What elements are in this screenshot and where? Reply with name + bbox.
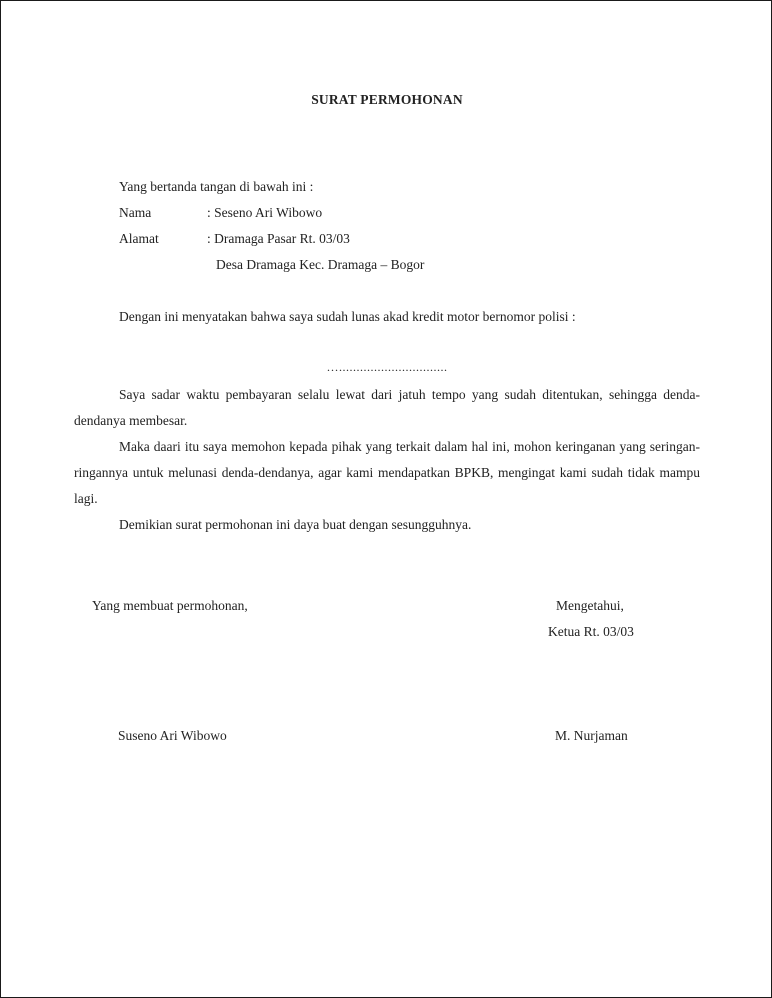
intro-line: Yang bertanda tangan di bawah ini :	[119, 179, 314, 194]
paragraph-payment-late: Saya sadar waktu pembayaran selalu lewat dari jatuh tempo yang sudah ditentukan, sehingga denda-dendanya membesar.	[74, 387, 700, 428]
address-value: : Dramaga Pasar Rt. 03/03	[207, 231, 350, 246]
signature-right-name: M. Nurjaman	[555, 728, 628, 743]
police-number-placeholder: …...............................	[326, 360, 448, 374]
paragraph-closing: Demikian surat permohonan ini daya buat dengan sesungguhnya.	[119, 517, 472, 532]
signature-left-name: Suseno Ari Wibowo	[118, 728, 227, 743]
name-row	[119, 204, 322, 222]
name-label: Nama	[119, 205, 152, 220]
address-row	[119, 230, 350, 248]
signature-right-subheading: Ketua Rt. 03/03	[548, 624, 634, 639]
name-value: : Seseno Ari Wibowo	[207, 205, 323, 220]
address-line2: Desa Dramaga Kec. Dramaga – Bogor	[216, 257, 425, 272]
address-label: Alamat	[119, 231, 159, 246]
statement-line: Dengan ini menyatakan bahwa saya sudah lunas akad kredit motor bernomor polisi :	[119, 309, 576, 324]
signature-right-heading: Mengetahui,	[556, 598, 624, 613]
paragraph-request: Maka daari itu saya memohon kepada pihak yang terkait dalam hal ini, mohon keringanan yang seringan-ringannya untuk melunasi denda-dendanya, agar kami mendapatkan BPKB, mengingat kami sudah tidak mampu lagi.	[74, 439, 700, 506]
letter-title: SURAT PERMOHONAN	[311, 92, 463, 107]
signature-left-heading: Yang membuat permohonan,	[92, 598, 248, 613]
